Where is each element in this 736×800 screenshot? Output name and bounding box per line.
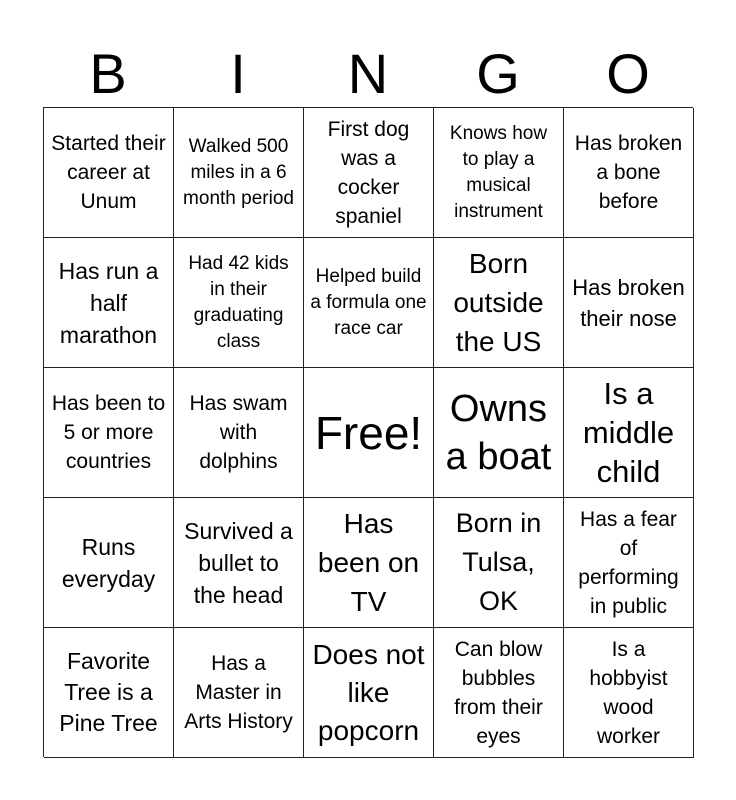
- bingo-cell-r2c5[interactable]: [564, 238, 694, 368]
- bingo-cell-r1c3[interactable]: [304, 108, 434, 238]
- header-letter-g: G: [476, 42, 520, 105]
- cell-text: Has swam with dolphins: [189, 392, 288, 473]
- bingo-cell-r1c1[interactable]: [44, 108, 174, 238]
- cell-text: Can blow bubbles from their eyes: [454, 637, 543, 748]
- bingo-cell-r5c2[interactable]: [174, 628, 304, 758]
- cell-text: Has run a half marathon: [58, 257, 159, 348]
- cell-text: Survived a bullet to the head: [184, 517, 293, 608]
- cell-text: Knows how to play a musical instrument: [449, 122, 548, 222]
- bingo-header: [43, 40, 693, 108]
- cell-text: Favorite Tree is a Pine Tree: [59, 648, 158, 736]
- bingo-cell-r4c2[interactable]: [174, 498, 304, 628]
- cell-text: Walked 500 miles in a 6 month period: [183, 135, 294, 209]
- bingo-cell-r1c4[interactable]: [434, 108, 564, 238]
- cell-text: Has broken their nose: [572, 274, 685, 331]
- cell-text: Has been on TV: [317, 508, 420, 617]
- cell-text: Free!: [314, 406, 423, 459]
- cell-text: Is a middle child: [582, 376, 675, 489]
- cell-text: Has been to 5 or more countries: [51, 392, 166, 473]
- cell-text: Helped build a formula one race car: [310, 265, 427, 339]
- cell-text: Does not like popcorn: [312, 638, 425, 746]
- cell-text: Has a Master in Arts History: [184, 652, 293, 733]
- bingo-cell-r5c4[interactable]: [434, 628, 564, 758]
- cell-text: Has a fear of performing in public: [578, 507, 679, 618]
- cell-text: Born outside the US: [453, 248, 544, 357]
- bingo-cell-r1c5[interactable]: [564, 108, 694, 238]
- cell-text: Born in Tulsa, OK: [455, 508, 542, 616]
- bingo-cell-r3c1[interactable]: [44, 368, 174, 498]
- bingo-cell-r1c2[interactable]: [174, 108, 304, 238]
- header-letter-b: B: [89, 42, 127, 105]
- cell-text: Started their career at Unum: [51, 132, 166, 213]
- bingo-cell-r5c1[interactable]: [44, 628, 174, 758]
- bingo-cell-r5c5[interactable]: [564, 628, 694, 758]
- header-letter-o: O: [606, 42, 650, 105]
- cell-text: Is a hobbyist wood worker: [589, 637, 668, 748]
- bingo-cell-r2c2[interactable]: [174, 238, 304, 368]
- bingo-cell-free[interactable]: [304, 368, 434, 498]
- bingo-board: [43, 107, 693, 757]
- bingo-cell-r2c3[interactable]: [304, 238, 434, 368]
- bingo-cell-r4c1[interactable]: [44, 498, 174, 628]
- bingo-cell-r4c5[interactable]: [564, 498, 694, 628]
- cell-text: First dog was a cocker spaniel: [327, 117, 410, 228]
- bingo-cell-r4c4[interactable]: [434, 498, 564, 628]
- header-letter-i: I: [230, 42, 246, 105]
- bingo-cell-r3c4[interactable]: [434, 368, 564, 498]
- cell-text: Runs everyday: [61, 533, 156, 592]
- bingo-cell-r2c4[interactable]: [434, 238, 564, 368]
- bingo-cell-r3c2[interactable]: [174, 368, 304, 498]
- header-letter-n: N: [347, 42, 389, 105]
- cell-text: Has broken a bone before: [574, 132, 683, 213]
- bingo-cell-r4c3[interactable]: [304, 498, 434, 628]
- cell-text: Had 42 kids in their graduating class: [188, 252, 289, 352]
- bingo-cell-r3c5[interactable]: [564, 368, 694, 498]
- cell-text: Owns a boat: [445, 387, 552, 478]
- bingo-cell-r2c1[interactable]: [44, 238, 174, 368]
- bingo-cell-r5c3[interactable]: [304, 628, 434, 758]
